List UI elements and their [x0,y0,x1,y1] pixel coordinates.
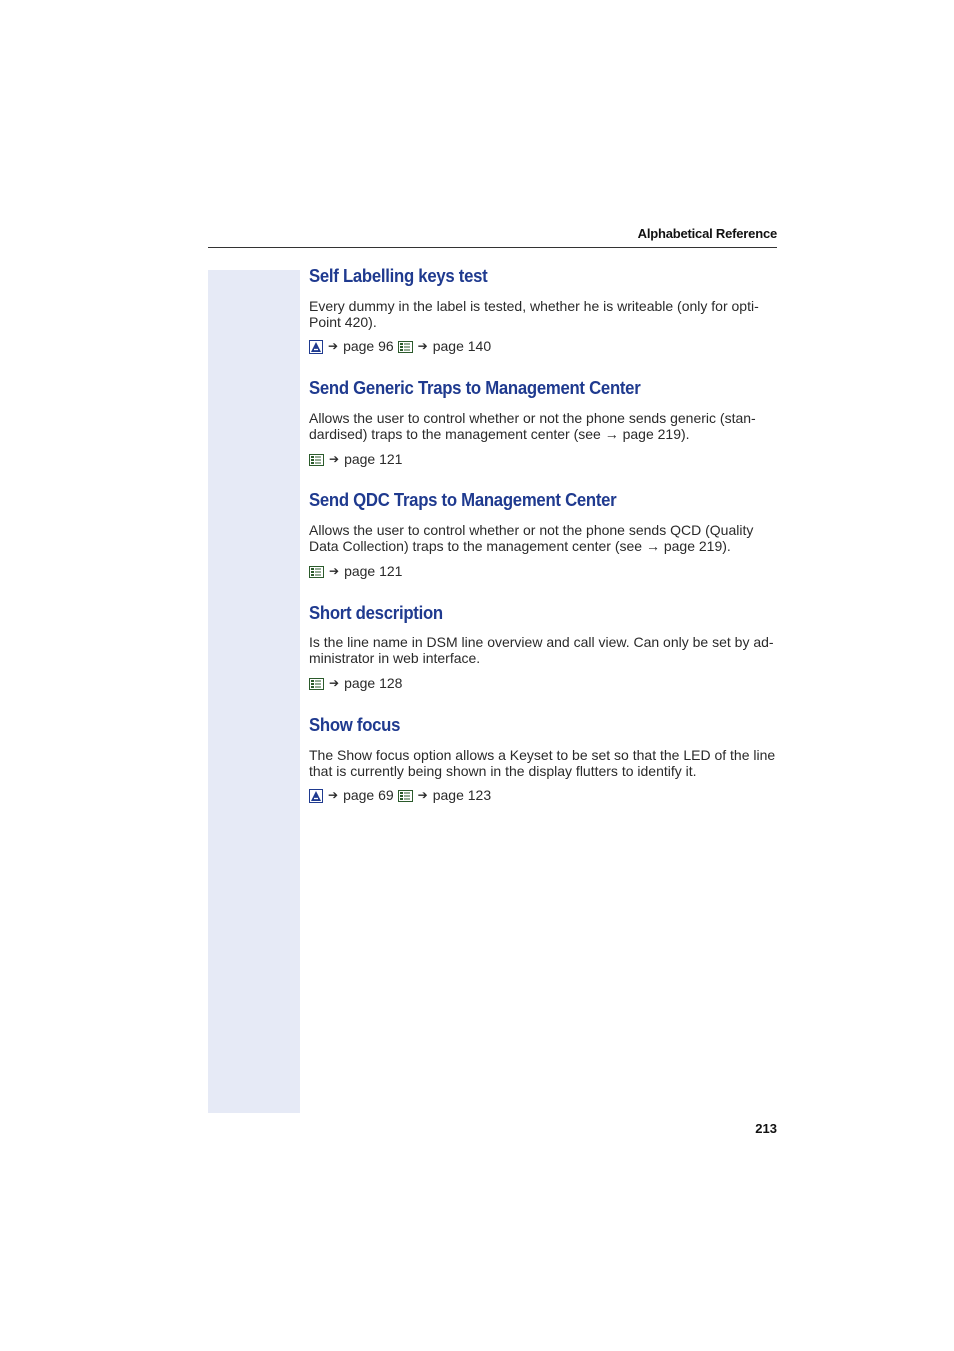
entry-title: Send Generic Traps to Management Center [309,378,641,398]
entry-send-qdc-traps [309,488,779,601]
entry-short-description [309,601,779,713]
right-arrow-icon: ➔ [329,676,340,690]
right-arrow-icon: ➔ [328,788,339,802]
entry-description: The Show focus option allows a Keyset to be set so that the LED of the line that is currently being shown in the display flutters to identify it. [309,747,776,779]
right-arrow-icon: ➔ [417,339,428,353]
entry-title: Show focus [309,715,401,735]
letter-a-icon [309,789,323,803]
page-link[interactable]: page 121 [344,563,403,579]
page-link[interactable]: page 69 [343,787,394,803]
web-interface-icon [309,678,324,690]
entry-self-labelling [309,264,779,376]
entry-title: Send QDC Traps to Management Center [309,490,617,510]
entry-references [309,338,779,355]
entry-description: Allows the user to control whether or not the phone sends generic (stan-dardised) traps to the management center (see → page 219). [309,410,756,442]
page-link[interactable]: page 121 [344,451,403,467]
page-number: 213 [755,1121,777,1136]
right-arrow-icon: ➔ [329,564,340,578]
web-interface-icon [398,790,413,802]
page-link[interactable]: page 140 [432,338,492,354]
header-divider [208,247,777,248]
entry-title: Self Labelling keys test [309,266,488,286]
entry-references [309,787,779,804]
web-interface-icon [398,341,413,353]
page-link[interactable]: page 128 [344,675,403,691]
right-arrow-icon: ➔ [329,452,340,466]
right-arrow-icon: ➔ [417,788,428,802]
page-link[interactable]: page 96 [343,338,394,354]
entry-references [309,675,779,692]
entry-references [309,563,779,580]
entry-description: Is the line name in DSM line overview and call view. Can only be set by ad-ministrator in web interface. [309,634,774,666]
running-header: Alphabetical Reference [637,226,777,241]
letter-a-icon [309,340,323,354]
entry-show-focus [309,713,779,804]
margin-band [208,270,300,1113]
page-link[interactable]: page 123 [432,787,492,803]
content-column [309,264,779,804]
entry-send-generic-traps [309,376,779,488]
entry-description: Allows the user to control whether or not the phone sends QCD (Quality Data Collection) traps to the management center (see → page 219). [309,522,754,554]
entry-title: Short description [309,603,443,623]
right-arrow-icon: ➔ [328,339,339,353]
web-interface-icon [309,566,324,578]
entry-description: Every dummy in the label is tested, whether he is writeable (only for opti-Point 420). [309,298,759,330]
entry-references [309,451,779,468]
web-interface-icon [309,454,324,466]
